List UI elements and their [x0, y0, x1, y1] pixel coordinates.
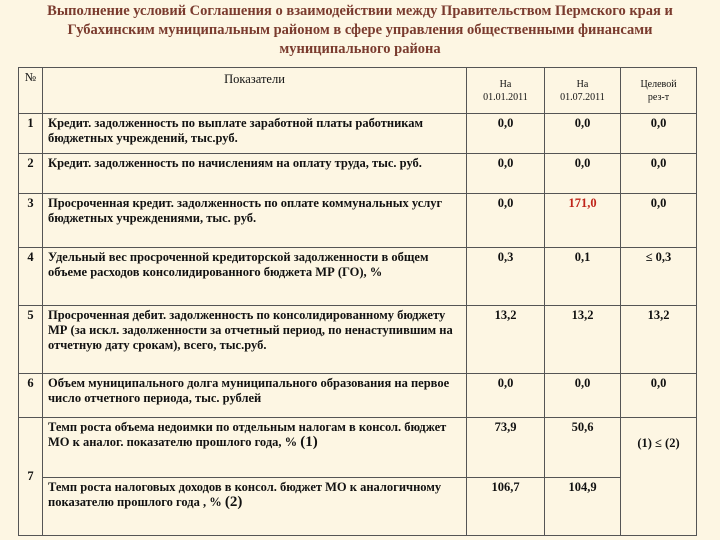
row-number: 1: [19, 114, 43, 154]
row-indicator: Удельный вес просроченной кредиторской задолженности в общем объеме расходов консолидированного бюджета МР (ГО), %: [43, 248, 467, 306]
row-indicator: Просроченная дебит. задолженность по консолидированному бюджету МР (за искл. задолженности за отчетный период, по ненаступившим на отчетную дату срокам), всего, тыс.руб.: [43, 306, 467, 374]
table-row: [19, 306, 697, 374]
row-number: 2: [19, 154, 43, 194]
row-indicator: Просроченная кредит. задолженность по оплате коммунальных услуг бюджетных учреждениями, тыс. руб.: [43, 194, 467, 248]
row-number: 7: [19, 418, 43, 536]
row-value-target: 0,0: [621, 374, 697, 418]
title-line-2: Губахинским муниципальным районом в сфере управления общественными финансами: [67, 22, 653, 38]
table-row: [19, 418, 697, 478]
table-header-row: [19, 68, 697, 114]
row-number: 5: [19, 306, 43, 374]
indicator-mark: (1): [300, 434, 318, 450]
row-value-jul: 104,9: [545, 478, 621, 536]
table-row: [19, 154, 697, 194]
row-value-jul: 0,0: [545, 374, 621, 418]
row-indicator: Темп роста объема недоимки по отдельным налогам в консол. бюджет МО к аналог. показателю прошлого года, % (1): [43, 418, 467, 478]
row-indicator: Кредит. задолженность по выплате заработной платы работникам бюджетных учреждений, тыс.руб.: [43, 114, 467, 154]
header-indicator: Показатели: [43, 68, 467, 114]
title-line-3: муниципального района: [279, 41, 441, 57]
row-value-target: 0,0: [621, 154, 697, 194]
row-value-jan: 0,0: [467, 194, 545, 248]
row-value-target: 0,0: [621, 194, 697, 248]
row-indicator: Кредит. задолженность по начислениям на оплату труда, тыс. руб.: [43, 154, 467, 194]
table-row: [19, 248, 697, 306]
header-no: №: [19, 68, 43, 114]
row-value-jul: 0,0: [545, 154, 621, 194]
row-value-target: ≤ 0,3: [621, 248, 697, 306]
row-indicator: Темп роста налоговых доходов в консол. бюджет МО к аналогичному показателю прошлого года , % (2): [43, 478, 467, 536]
row-value-jul: 171,0: [545, 194, 621, 248]
header-col2: На 01.07.2011: [545, 68, 621, 114]
row-value-jan: 13,2: [467, 306, 545, 374]
row-value-jan: 0,0: [467, 154, 545, 194]
page-title: [10, 2, 710, 59]
row-value-target: (1) ≤ (2): [621, 418, 697, 536]
row-value-jul: 13,2: [545, 306, 621, 374]
row-value-target: 13,2: [621, 306, 697, 374]
row-value-jan: 0,0: [467, 374, 545, 418]
table-row: [19, 194, 697, 248]
table-row: [19, 114, 697, 154]
row-value-jan: 0,0: [467, 114, 545, 154]
table-row: [19, 374, 697, 418]
title-line-1: Выполнение условий Соглашения о взаимодействии между Правительством Пермского края и: [47, 3, 673, 19]
row-value-jan: 0,3: [467, 248, 545, 306]
row-value-jul: 50,6: [545, 418, 621, 478]
row-number: 3: [19, 194, 43, 248]
row-indicator: Объем муниципального долга муниципального образования на первое число отчетного периода, тыс. рублей: [43, 374, 467, 418]
row-value-jan: 73,9: [467, 418, 545, 478]
indicator-mark: (2): [224, 494, 243, 510]
row-value-jan: 106,7: [467, 478, 545, 536]
indicators-table: [18, 67, 697, 536]
header-col3: Целевой рез-т: [621, 68, 697, 114]
row-value-target: 0,0: [621, 114, 697, 154]
row-number: 4: [19, 248, 43, 306]
row-value-jul: 0,0: [545, 114, 621, 154]
row-value-jul: 0,1: [545, 248, 621, 306]
row-number: 6: [19, 374, 43, 418]
header-col1: На 01.01.2011: [467, 68, 545, 114]
table-row: [19, 478, 697, 536]
